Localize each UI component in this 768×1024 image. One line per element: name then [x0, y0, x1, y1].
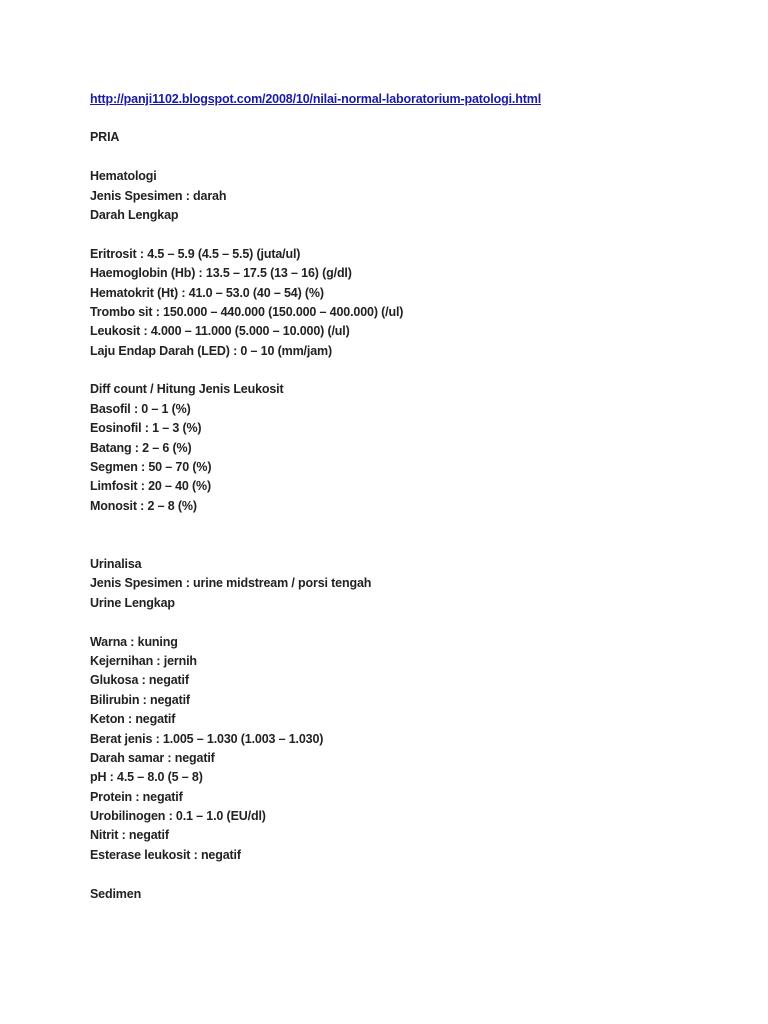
lab-value-line: Monosit : 2 – 8 (%) [90, 498, 197, 513]
lab-value-line: Nitrit : negatif [90, 828, 169, 843]
source-link-line [90, 90, 730, 109]
spacer [90, 148, 730, 167]
subtitle-darah-lengkap: Darah Lengkap [90, 207, 179, 222]
lab-value-line: Haemoglobin (Hb) : 13.5 – 17.5 (13 – 16) (g/dl) [90, 266, 352, 281]
spacer [90, 865, 730, 884]
lab-value-line: Esterase leukosit : negatif [90, 847, 241, 862]
spacer [90, 225, 730, 244]
lab-value-line: pH : 4.5 – 8.0 (5 – 8) [90, 770, 203, 785]
lab-value-line: Urobilinogen : 0.1 – 1.0 (EU/dl) [90, 809, 266, 824]
lab-value-line: Leukosit : 4.000 – 11.000 (5.000 – 10.000) (/ul) [90, 324, 350, 339]
specimen-urinalisa: Jenis Spesimen : urine midstream / porsi tengah [90, 576, 372, 591]
lab-value-line: Segmen : 50 – 70 (%) [90, 460, 212, 475]
sedimen-heading: Sedimen [90, 886, 142, 901]
lab-value-line: Trombo sit : 150.000 – 440.000 (150.000 – 400.000) (/ul) [90, 304, 404, 319]
spacer [90, 516, 730, 535]
section-title-urinalisa: Urinalisa [90, 556, 142, 571]
lab-value-line: Protein : negatif [90, 789, 183, 804]
lab-value-line: Keton : negatif [90, 712, 176, 727]
spacer [90, 536, 730, 555]
lab-value-line: Bilirubin : negatif [90, 692, 190, 707]
lab-value-line: Kejernihan : jernih [90, 653, 197, 668]
lab-value-line: Warna : kuning [90, 634, 178, 649]
lab-value-line: Eosinofil : 1 – 3 (%) [90, 421, 202, 436]
subtitle-urine-lengkap: Urine Lengkap [90, 595, 175, 610]
gender-heading: PRIA [90, 130, 120, 145]
lab-value-line: Limfosit : 20 – 40 (%) [90, 479, 212, 494]
lab-value-line: Glukosa : negatif [90, 673, 189, 688]
source-link[interactable]: http://panji1102.blogspot.com/2008/10/nilai-normal-laboratorium-patologi.html [90, 92, 542, 106]
spacer [90, 613, 730, 632]
lab-value-line: Basofil : 0 – 1 (%) [90, 401, 191, 416]
lab-value-line: Berat jenis : 1.005 – 1.030 (1.003 – 1.030) [90, 731, 324, 746]
diff-count-title: Diff count / Hitung Jenis Leukosit [90, 382, 284, 397]
lab-value-line: Hematokrit (Ht) : 41.0 – 53.0 (40 – 54) (%) [90, 285, 324, 300]
document-page [90, 90, 730, 904]
lab-value-line: Darah samar : negatif [90, 750, 215, 765]
lab-value-line: Laju Endap Darah (LED) : 0 – 10 (mm/jam) [90, 343, 332, 358]
spacer [90, 109, 730, 128]
specimen-hematologi: Jenis Spesimen : darah [90, 188, 227, 203]
lab-value-line: Eritrosit : 4.5 – 5.9 (4.5 – 5.5) (juta/ul) [90, 246, 301, 261]
section-title-hematologi: Hematologi [90, 169, 157, 184]
lab-value-line: Batang : 2 – 6 (%) [90, 440, 192, 455]
spacer [90, 361, 730, 380]
